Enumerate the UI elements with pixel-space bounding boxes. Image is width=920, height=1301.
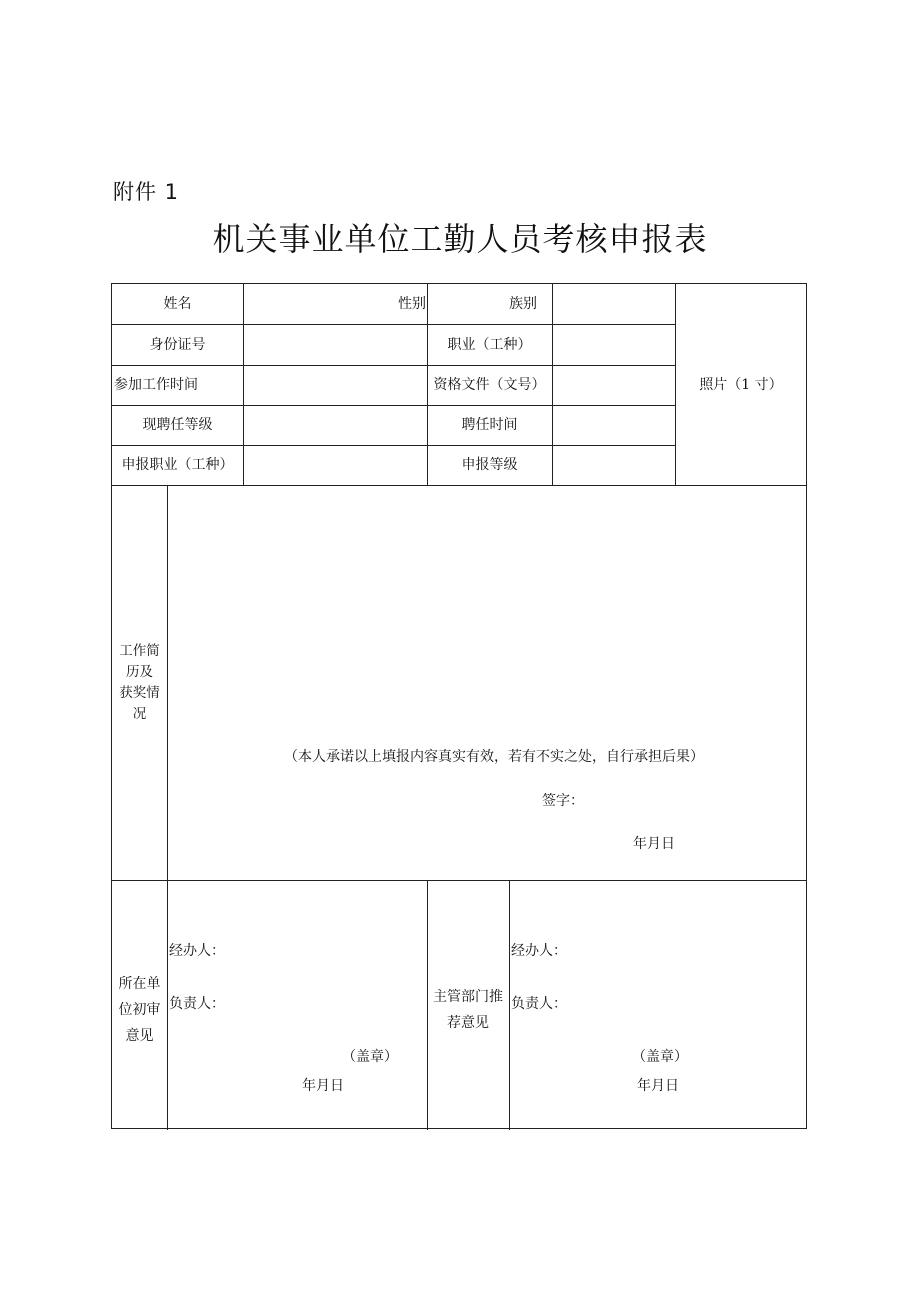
name-label: 姓名 <box>163 296 192 312</box>
pledge-text: （本人承诺以上填报内容真实有效，若有不实之处，自行承担后果） <box>284 749 704 765</box>
history-label: 工作简 历及 获奖情 况 <box>119 643 160 722</box>
ethnicity-label: 族别 <box>509 296 537 312</box>
attachment-label: 附件 1 <box>113 180 180 204</box>
unit-seal-label: （盖章） <box>342 1049 398 1065</box>
photo-label: 照片（1 寸） <box>699 377 783 393</box>
id-number-label: 身份证号 <box>149 337 206 353</box>
occupation-label: 职业（工种） <box>447 337 532 353</box>
dept-handler-label: 经办人： <box>511 943 567 959</box>
apply-grade-label: 申报等级 <box>461 457 518 473</box>
row-line <box>112 880 806 881</box>
row-line <box>112 405 675 406</box>
signature-date: 年月日 <box>633 836 675 852</box>
col-line <box>243 284 244 485</box>
dept-date: 年月日 <box>637 1078 679 1094</box>
col-line <box>167 485 168 1130</box>
row-line <box>112 324 675 325</box>
col-line <box>552 284 553 485</box>
qualification-label: 资格文件（文号） <box>433 377 546 393</box>
row-line <box>112 365 675 366</box>
page-title: 机关事业单位工勤人员考核申报表 <box>212 220 708 258</box>
unit-handler-label: 经办人： <box>169 943 225 959</box>
signature-label: 签字： <box>542 793 584 809</box>
col-line <box>509 880 510 1130</box>
dept-seal-label: （盖章） <box>632 1049 688 1065</box>
apply-occupation-label: 申报职业（工种） <box>121 457 234 473</box>
work-start-label: 参加工作时间 <box>114 377 198 393</box>
unit-opinion-label: 所在单 位初审 意见 <box>118 976 161 1044</box>
appoint-time-label: 聘任时间 <box>461 417 518 433</box>
gender-label: 性别 <box>398 296 426 312</box>
row-line <box>112 445 675 446</box>
current-grade-label: 现聘任等级 <box>142 417 213 433</box>
dept-opinion-label: 主管部门推 荐意见 <box>433 989 503 1031</box>
unit-leader-label: 负责人： <box>169 996 225 1012</box>
unit-date: 年月日 <box>302 1078 344 1094</box>
dept-leader-label: 负责人： <box>511 996 567 1012</box>
row-line <box>112 485 806 486</box>
application-form <box>111 283 807 1129</box>
